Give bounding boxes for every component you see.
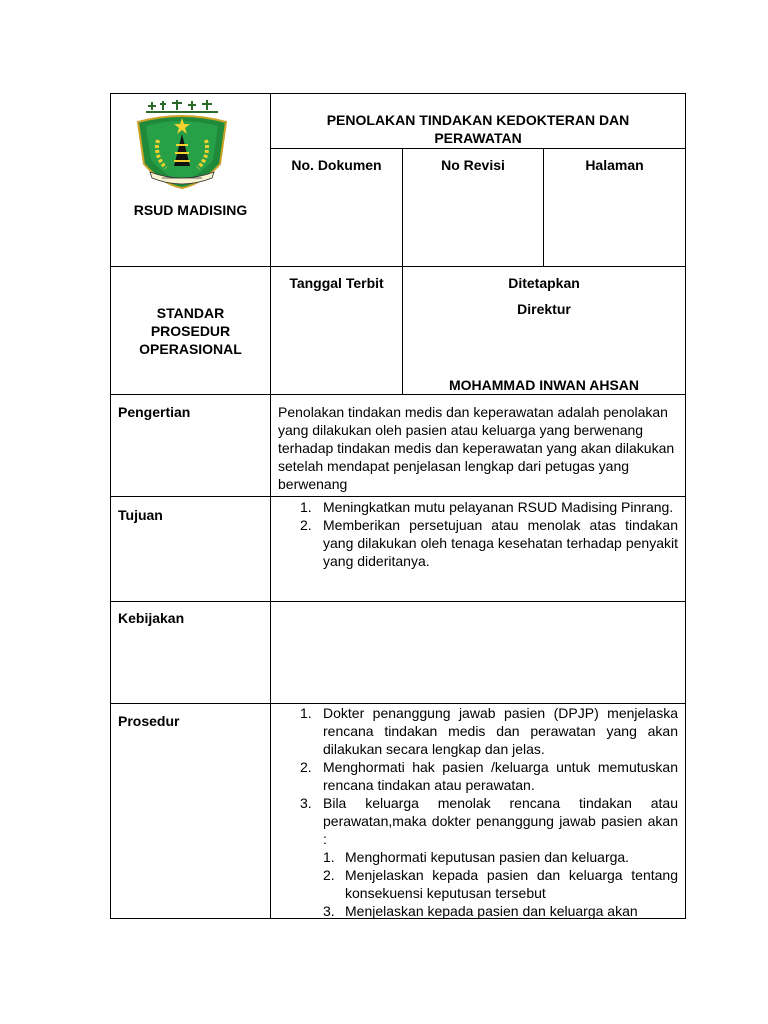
no-revisi-label: No Revisi: [441, 157, 505, 173]
list-item: 2. Menjelaskan kepada pasien dan keluarga tentang konsekuensi keputusan tersebut: [323, 867, 678, 901]
col-divider-revisi: [402, 148, 403, 395]
list-item: 3. Menjelaskan kepada pasien dan keluarga akan: [323, 903, 638, 919]
table-border-top: [110, 93, 686, 94]
header-divider: [110, 266, 686, 267]
prosedur-list: [300, 704, 678, 920]
header-bottom: [110, 394, 686, 395]
title-divider: [270, 148, 686, 149]
list-item: 3. Bila keluarga menolak rencana tindakan atau perawatan,maka dokter penanggung jawab pasien akan :: [300, 795, 678, 847]
column-divider: [270, 93, 271, 919]
list-item: 1. Dokter penanggung jawab pasien (DPJP) menjelaska rencana tindakan medis dan perawatan yang akan dilakukan secara lengkap dan jelas.: [300, 705, 678, 757]
row-divider-1: [110, 496, 686, 497]
no-dokumen-label: No. Dokumen: [291, 157, 382, 173]
halaman-label: Halaman: [585, 157, 644, 173]
hospital-logo: [132, 98, 232, 190]
doc-type: STANDAR PROSEDUR OPERASIONAL: [139, 305, 242, 357]
table-border-right: [685, 93, 686, 919]
page-title: PENOLAKAN TINDAKAN KEDOKTERAN DAN PERAWATAN: [326, 112, 630, 146]
row-divider-2: [110, 601, 686, 602]
director-name: MOHAMMAD INWAN AHSAN: [448, 377, 640, 393]
list-item: 1. Menghormati keputusan pasien dan keluarga.: [323, 849, 630, 865]
direktur-label: Direktur: [517, 301, 571, 317]
prosedur-label: Prosedur: [118, 713, 180, 729]
kebijakan-label: Kebijakan: [118, 610, 185, 626]
ditetapkan-label: Ditetapkan: [508, 275, 580, 291]
hospital-crest-icon: [132, 98, 232, 190]
list-item: 1. Meningkatkan mutu pelayanan RSUD Madising Pinrang.: [300, 499, 674, 515]
hospital-name: RSUD MADISING: [133, 202, 248, 218]
pengertian-label: Pengertian: [118, 404, 191, 420]
tujuan-label: Tujuan: [118, 507, 163, 523]
pengertian-text: Penolakan tindakan medis dan keperawatan adalah penolakan yang dilakukan oleh pasien atau keluarga yang berwenang terhadap tindakan medis dan keperawatan yang akan dilakukan setelah mendapat penjelasan lengkap dari petugas yang berwenang: [278, 404, 675, 492]
list-item: 2. Memberikan persetujuan atau menolak atas tindakan yang dilakukan oleh tenaga kesehatan terhadap penyakit yang dideritanya.: [300, 517, 678, 569]
list-item: 2. Menghormati hak pasien /keluarga untuk memutuskan rencana tindakan atau perawatan.: [300, 759, 678, 793]
tujuan-list: [300, 498, 678, 570]
tanggal-terbit-label: Tanggal Terbit: [289, 275, 384, 291]
